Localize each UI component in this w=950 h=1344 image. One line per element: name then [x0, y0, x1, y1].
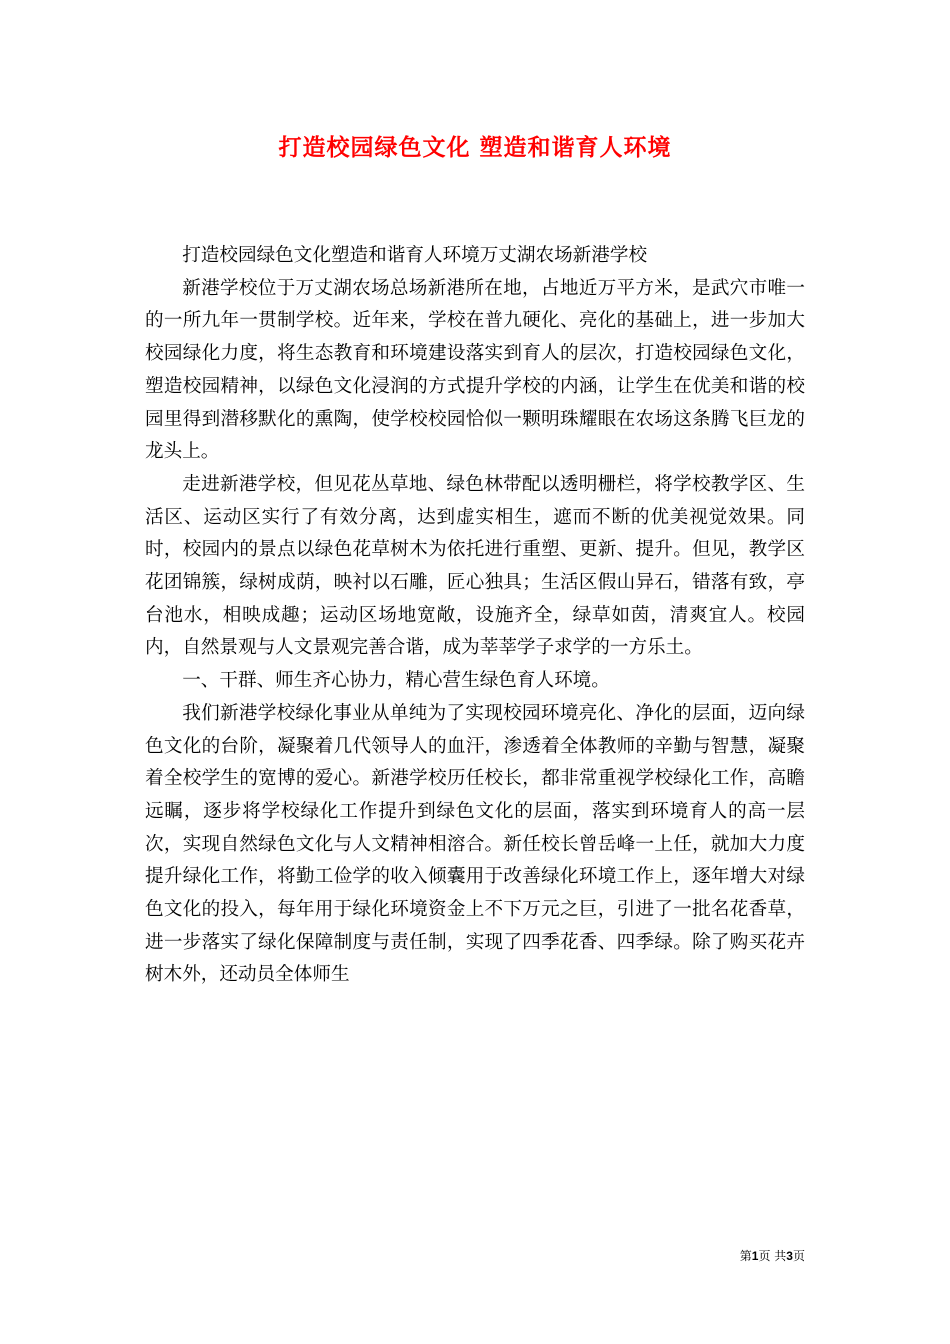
footer-middle: 页 共 [758, 1249, 787, 1263]
paragraph-subtitle: 打造校园绿色文化塑造和谐育人环境万丈湖农场新港学校 [182, 245, 648, 266]
paragraph-greening: 我们新港学校绿化事业从单纯为了实现校园环境亮化、净化的层面，迈向绿色文化的台阶，凝聚着几代领导人的血汗，渗透着全体教师的辛勤与智慧，凝聚着全校学生的宽博的爱心。新港学校历任校长，都非常重视学校绿化工作，高瞻远瞩，逐步将学校绿化工作提升到绿色文化的层面，落实到环境育人的高一层次，实现自然绿色文化与人文精神相溶合。新任校长曾岳峰一上任，就加大力度提升绿化工作，将勤工俭学的收入倾囊用于改善绿化环境工作上，逐年增大对绿色文化的投入，每年用于绿化环境资金上不下万元之巨，引进了一批名花香草，进一步落实了绿化保障制度与责任制，实现了四季花香、四季绿。除了购买花卉树木外，还动员全体师生 [145, 702, 805, 986]
section-heading-1: 一、干群、师生齐心协力，精心营生绿色育人环境。 [182, 670, 610, 692]
document-body [145, 240, 805, 992]
paragraph-campus: 走进新港学校，但见花丛草地、绿色林带配以透明栅栏，将学校教学区、生活区、运动区实行了有效分离，达到虚实相生，遮而不断的优美视觉效果。同时，校园内的景点以绿色花草树木为依托进行重塑、更新、提升。但见，教学区花团锦簇，绿树成荫，映衬以石雕，匠心独具；生活区假山异石，错落有致，亭台池水，相映成趣；运动区场地宽敞，设施齐全，绿草如茵，清爽宜人。校园内，自然景观与人文景观完善合谐，成为莘莘学子求学的一方乐土。 [145, 473, 805, 659]
page-number-footer [740, 1248, 805, 1264]
footer-suffix: 页 [792, 1249, 805, 1263]
footer-prefix: 第 [739, 1249, 752, 1263]
paragraph-intro: 新港学校位于万丈湖农场总场新港所在地，占地近万平方米，是武穴市唯一的一所九年一贯制学校。近年来，学校在普九硬化、亮化的基础上，进一步加大校园绿化力度，将生态教育和环境建设落实到育人的层次，打造校园绿色文化，塑造校园精神，以绿色文化浸润的方式提升学校的内涵，让学生在优美和谐的校园里得到潜移默化的熏陶，使学校校园恰似一颗明珠耀眼在农场这条腾飞巨龙的龙头上。 [145, 277, 805, 463]
total-page-number: 3 [786, 1249, 793, 1263]
current-page-number: 1 [751, 1249, 759, 1263]
document-title: 打造校园绿色文化 塑造和谐育人环境 [278, 134, 672, 161]
